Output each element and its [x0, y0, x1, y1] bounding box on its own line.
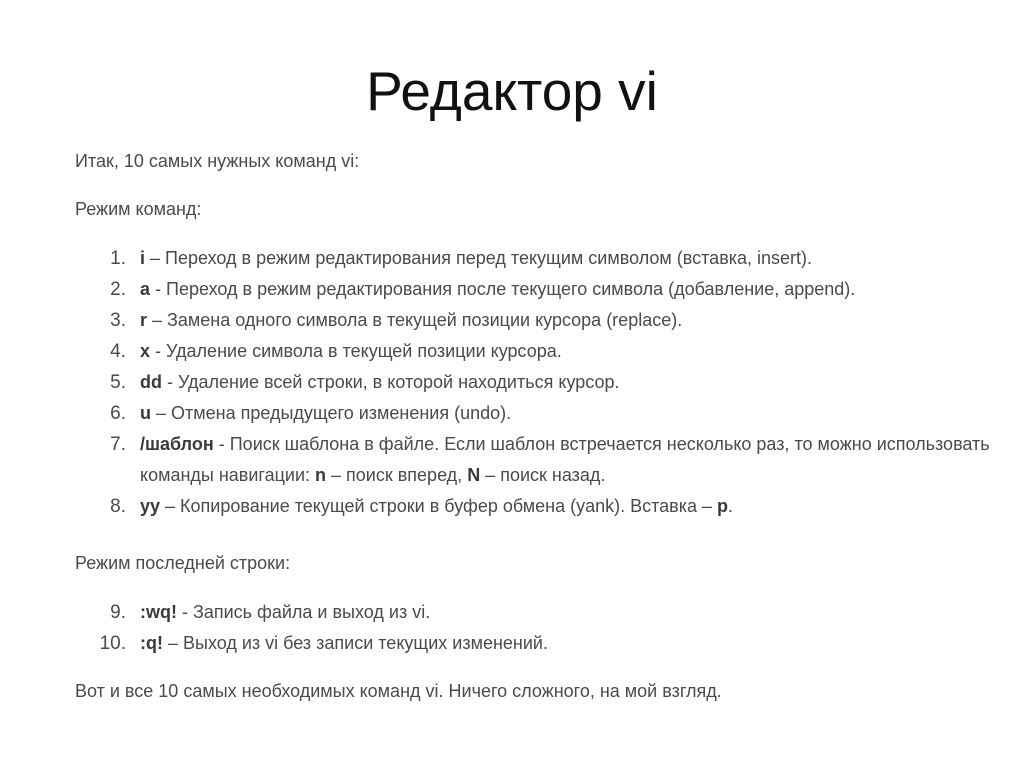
command-mode-heading: Режим команд: [75, 199, 202, 219]
item-number: 7. [110, 434, 126, 455]
item-number: 10. [99, 633, 126, 654]
command-description: - Удаление символа в текущей позиции курсора. [150, 341, 562, 361]
list-item [75, 305, 995, 336]
command-description: – Отмена предыдущего изменения (undo). [151, 403, 512, 423]
item-number: 4. [110, 341, 126, 362]
command-key: dd [140, 372, 162, 392]
list-item [75, 398, 995, 429]
last-line-mode-list [75, 597, 995, 659]
command-key: a [140, 279, 151, 299]
command-description: – поиск назад. [480, 465, 606, 485]
list-item [75, 274, 995, 305]
item-number: 9. [110, 602, 126, 623]
command-mode-list [75, 243, 995, 522]
command-description: – Переход в режим редактирования перед текущим символом (вставка, insert). [145, 248, 813, 268]
command-description: – Выход из vi без записи текущих изменений. [162, 633, 548, 653]
item-number: 3. [110, 310, 126, 331]
command-key: N [467, 465, 481, 485]
command-description: – поиск вперед, [326, 465, 468, 485]
list-item [75, 243, 995, 274]
command-description: . [728, 496, 734, 516]
item-number: 6. [110, 403, 126, 424]
command-key: yy [140, 496, 161, 516]
command-key: u [140, 403, 151, 423]
item-number: 8. [110, 496, 126, 517]
command-description: - Поиск шаблона в файле. Если шаблон встречается несколько раз, то можно использовать команды навигации: [140, 434, 990, 485]
item-number: 1. [110, 248, 126, 269]
command-key: :q! [140, 633, 163, 653]
command-key: x [140, 341, 151, 361]
list-item [75, 367, 995, 398]
command-key: p [717, 496, 729, 516]
list-item [75, 628, 995, 659]
command-description: - Запись файла и выход из vi. [176, 602, 431, 622]
command-description: – Копирование текущей строки в буфер обмена (yank). Вставка – [160, 496, 718, 516]
list-item [75, 336, 995, 367]
command-description: – Замена одного символа в текущей позиции курсора (replace). [147, 310, 683, 330]
command-key: n [315, 465, 327, 485]
command-key: r [140, 310, 148, 330]
command-description: - Переход в режим редактирования после текущего символа (добавление, append). [150, 279, 856, 299]
intro-text: Итак, 10 самых нужных команд vi: [75, 151, 360, 171]
list-item [75, 597, 995, 628]
slide-title: Редактор vi [366, 60, 658, 122]
outro-text: Вот и все 10 самых необходимых команд vi. Ничего сложного, на мой взгляд. [75, 681, 722, 701]
command-key: /шаблон [140, 434, 214, 454]
slide-body [75, 146, 995, 707]
command-key: i [140, 248, 146, 268]
list-item [75, 491, 995, 522]
item-number: 2. [110, 279, 126, 300]
item-number: 5. [110, 372, 126, 393]
last-line-mode-heading: Режим последней строки: [75, 553, 291, 573]
command-key: :wq! [140, 602, 177, 622]
list-item [75, 429, 995, 491]
command-description: - Удаление всей строки, в которой находиться курсор. [162, 372, 620, 392]
